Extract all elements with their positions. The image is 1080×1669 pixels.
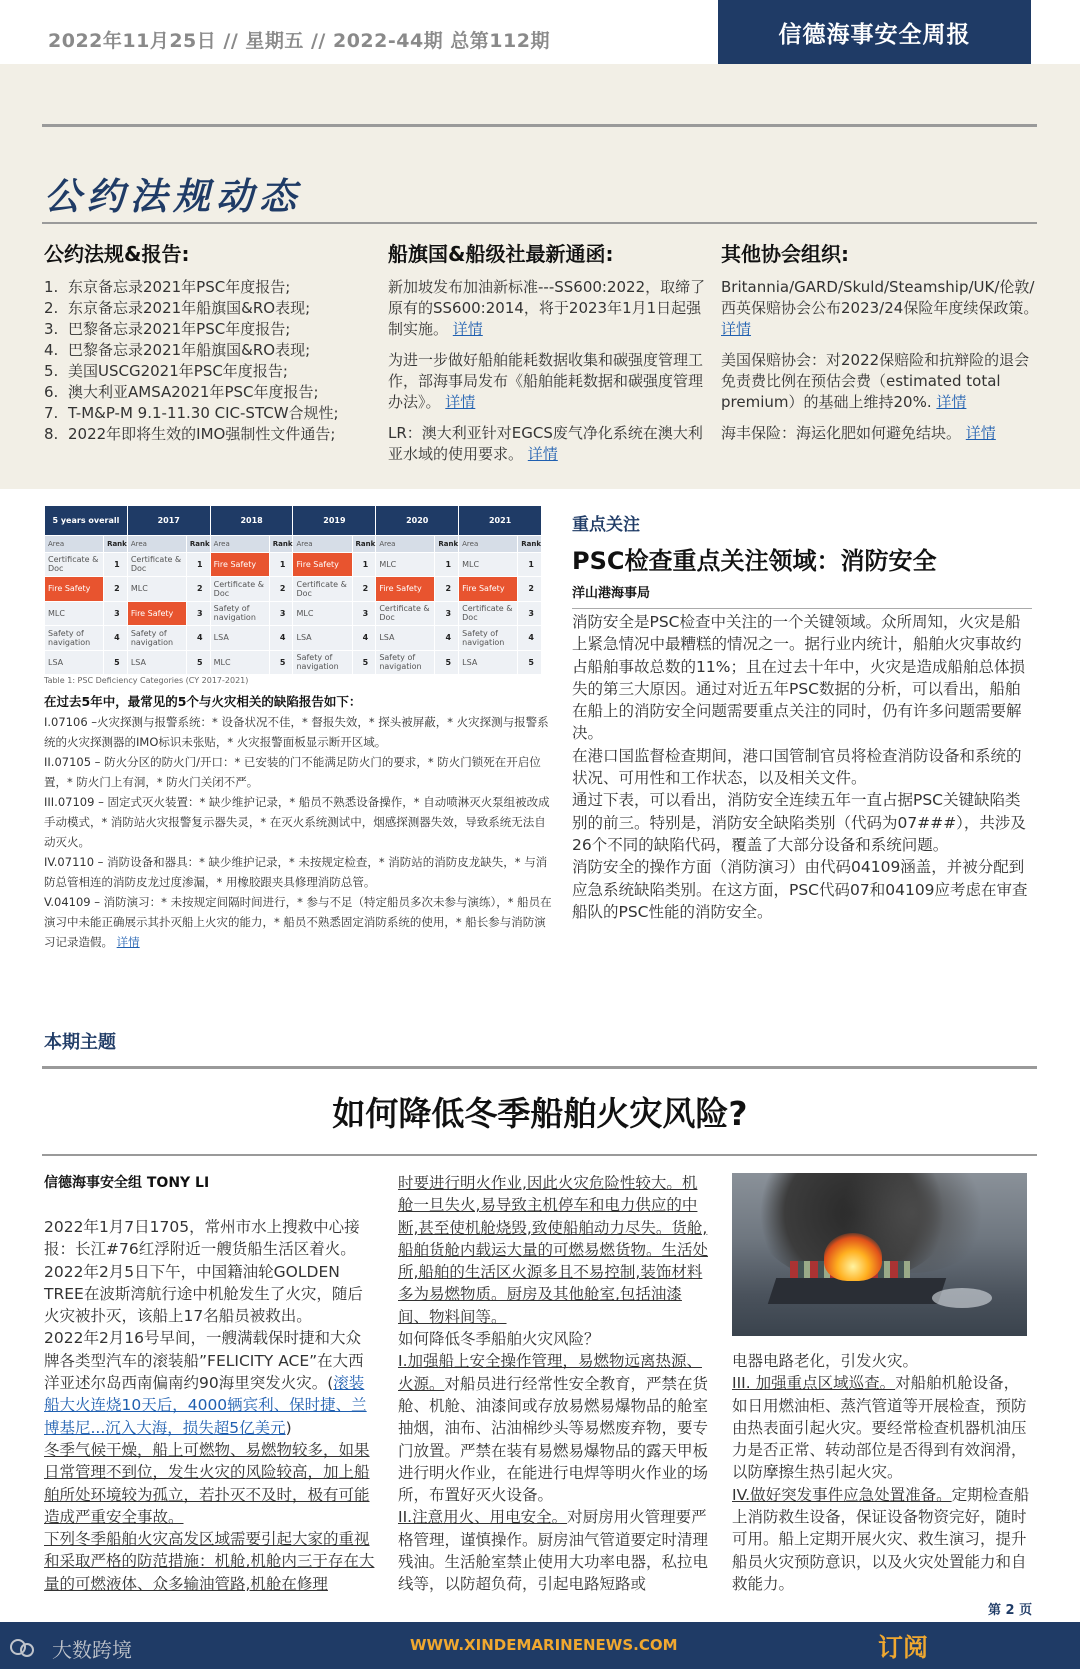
- news-item: 美国保赔协会：对2022保赔险和抗辩险的退会免责费比例在预估会费（estimated total premium）的基础上维持20%. 详情: [721, 351, 1030, 411]
- associations-paragraphs: [721, 277, 1041, 444]
- table-subheader: Area: [376, 535, 435, 552]
- news-item: Britannia/GARD/Skuld/Steamship/UK/伦敦/西英保赔协会公布2023/24保险年度续保政策。 详情: [721, 278, 1039, 338]
- table-cell-area: MLC: [293, 601, 352, 625]
- table-cell-area: LSA: [127, 650, 186, 675]
- news-item: 海丰保险：海运化肥如何避免结块。 详情: [721, 424, 996, 442]
- regulation-item[interactable]: 2. 东京备忘录2021年船旗国&RO表现;: [44, 299, 311, 317]
- table-header: 2018: [210, 506, 293, 536]
- deficiency-items: [44, 712, 554, 952]
- article-paragraph: III. 加强重点区域巡查。对船舶机舱设备，如日用燃油柜、蒸汽管道等开展检查，预防由热表面引起火灾。要经常检查机器机油压力是否正常、转动部位是否得到有效润滑，以防摩擦生热引起火灾。: [732, 1374, 1027, 1482]
- table-subheader: Area: [45, 535, 104, 552]
- article-paragraph: II.注意用火、用电安全。对厨房用火管理要严格管理，谨慎操作。厨房油气管道要定时清理残油。生活舱室禁止使用大功率电器，私拉电线等，以防超负荷，引起电路短路或: [398, 1508, 709, 1594]
- table-row: [45, 577, 542, 601]
- table-cell-rank: 3: [518, 601, 542, 625]
- table-cell-area: LSA: [45, 650, 104, 675]
- table-cell-area: Certificate & Doc: [459, 601, 518, 625]
- table-subheader: Rank: [435, 535, 459, 552]
- table-cell-rank: 2: [518, 577, 542, 601]
- article-paragraph: 电器电路老化，引发火灾。: [732, 1352, 919, 1370]
- ship-fire-photo: [732, 1173, 1027, 1336]
- regulations-column: [44, 244, 364, 445]
- table-cell-rank: 5: [352, 650, 376, 675]
- deficiency-item: I.07106 –火灾探测与报警系统：* 设备状况不佳，* 督报失效，* 探头被屏蔽，* 火灾探测与报警系统的火灾探测器的IMO标识未张贴，* 火灾报警面板显示断开区域。: [44, 715, 549, 749]
- table-cell-rank: 1: [186, 552, 210, 576]
- table-cell-area: Fire Safety: [376, 577, 435, 601]
- regulation-item[interactable]: 1. 东京备忘录2021年PSC年度报告;: [44, 278, 291, 296]
- deficiency-item: IV.07110 – 消防设备和器具：* 缺少维护记录，* 未按规定检查，* 消防站的消防皮龙缺失，* 与消防总管相连的消防皮龙过度渗漏，* 用橡胶跟夹具修理消防总管。: [44, 855, 548, 889]
- theme-rule-top: [42, 1066, 1037, 1069]
- table-cell-rank: 2: [435, 577, 459, 601]
- article-paragraph: 2022年1月7日1705，常州市水上搜救中心接报：长江#76红浮附近一艘货船生活区着火。: [44, 1218, 360, 1259]
- table-cell-area: MLC: [210, 650, 269, 675]
- focus-paragraph: 消防安全是PSC检查中关注的一个关键领域。众所周知，火灾是船上紧急情况中最糟糕的情况之一。据行业内统计，船舶火灾事故约占船舶事故总数的11%；且在过去十年中，火灾是造成船舶总体损失的第三大原因。通过对近五年PSC数据的分析，可以看出，船舶在船上的消防安全问题需要重点关注的同时，仍有许多问题需要解决。: [572, 613, 1025, 743]
- table-cell-area: MLC: [459, 552, 518, 576]
- section-rule-bottom: [42, 222, 1037, 224]
- subscribe-button[interactable]: 订阅: [878, 1633, 929, 1662]
- table-cell-area: Safety of navigation: [127, 626, 186, 650]
- table-row: [45, 552, 542, 576]
- flag-class-heading: 船旗国&船级社最新通函:: [388, 242, 614, 266]
- table-subheader: Rank: [352, 535, 376, 552]
- table-cell-rank: 4: [352, 626, 376, 650]
- article-column-2: [398, 1172, 710, 1596]
- regulation-item[interactable]: 5. 美国USCG2021年PSC年度报告;: [44, 362, 288, 380]
- table-cell-rank: 4: [518, 626, 542, 650]
- article-question: 如何降低冬季船舶火灾风险？: [398, 1330, 600, 1349]
- detail-link[interactable]: 详情: [965, 424, 996, 442]
- table-cell-area: LSA: [210, 626, 269, 650]
- deficiency-item: II.07105 – 防火分区的防火门/开口：* 已安装的门不能满足防火门的要求，* 防火门锁死在开启位置，* 防火门上有洞，* 防火门关闭不严。: [44, 755, 541, 789]
- article-author: 信德海事安全组 TONY LI: [44, 1175, 210, 1191]
- deficiency-item: III.07109 – 固定式灭火装置：* 缺少维护记录，* 船员不熟悉设备操作，* 自动喷淋灭火泵组被改成手动模式，* 消防站火灾报警复示器失灵，* 在灭火系统测试中，烟感探测器失效，导致系统无法自动灭火。: [44, 795, 550, 849]
- focus-paragraph: 在港口国监督检查期间，港口国管制官员将检查消防设备和系统的状况、可用性和工作状态，以及相关文件。: [572, 746, 1022, 788]
- table-cell-area: MLC: [376, 552, 435, 576]
- section-rule-top: [42, 124, 1037, 127]
- table-cell-rank: 3: [435, 601, 459, 625]
- table-cell-area: Certificate & Doc: [210, 577, 269, 601]
- table-cell-area: Safety of navigation: [293, 650, 352, 675]
- deficiency-list: [44, 692, 554, 952]
- table-cell-area: Fire Safety: [293, 552, 352, 576]
- table-cell-area: Safety of navigation: [459, 626, 518, 650]
- table-row: [45, 601, 542, 625]
- table-cell-rank: 1: [518, 552, 542, 576]
- table-cell-rank: 4: [186, 626, 210, 650]
- watermark: 大数跨境: [8, 1634, 132, 1663]
- table-header: 2019: [293, 506, 376, 536]
- flag-class-column: [388, 244, 708, 475]
- table-cell-area: Fire Safety: [459, 577, 518, 601]
- article-title: 如何降低冬季船舶火灾风险?: [332, 1094, 748, 1133]
- associations-heading: 其他协会组织:: [721, 242, 849, 266]
- table-cell-rank: 5: [518, 650, 542, 675]
- table-subheader: Area: [127, 535, 186, 552]
- detail-link[interactable]: 详情: [527, 445, 558, 463]
- regulation-item[interactable]: 3. 巴黎备忘录2021年PSC年度报告;: [44, 320, 291, 338]
- table-cell-area: Safety of navigation: [45, 626, 104, 650]
- regulation-item[interactable]: 6. 澳大利亚AMSA2021年PSC年度报告;: [44, 383, 319, 401]
- article-subheading: IV.做好突发事件应急处置准备。: [732, 1485, 952, 1504]
- table-cell-rank: 1: [352, 552, 376, 576]
- page-number: 第 2 页: [988, 1603, 1033, 1618]
- table-header: 2017: [127, 506, 210, 536]
- article-subheading: II.注意用火、用电安全。: [398, 1508, 568, 1527]
- table-row: [45, 650, 542, 675]
- regulations-list: [44, 277, 364, 445]
- table-caption: Table 1: PSC Deficiency Categories (CY 2017-2021): [44, 676, 249, 685]
- table-cell-rank: 4: [435, 626, 459, 650]
- table-cell-rank: 4: [269, 626, 293, 650]
- table-cell-rank: 5: [435, 650, 459, 675]
- focus-body: [572, 608, 1032, 923]
- table-cell-rank: 3: [269, 601, 293, 625]
- article-paragraph: 2022年2月16号早间，一艘满载保时捷和大众牌各类型汽车的滚装船”FELICITY ACE”在大西洋亚述尔岛西南偏南约90海里突发火灾。(滚装船大火连烧10天后，4000辆宾利、保时捷、兰博基尼...沉入大海，损失超5亿美元): [44, 1329, 367, 1437]
- table-cell-rank: 2: [352, 577, 376, 601]
- table-cell-rank: 1: [104, 552, 128, 576]
- article-paragraph: 下列冬季船舶火灾高发区域需要引起大家的重视和采取严格的防范措施：机舱,机舱内三于存在大量的可燃液体、众多输油管路,机舱在修理: [44, 1530, 375, 1593]
- table-cell-rank: 5: [186, 650, 210, 675]
- table-cell-area: MLC: [45, 601, 104, 625]
- table-subheader: Area: [459, 535, 518, 552]
- article-subheading: I.加强船上安全操作管理，易燃物远离热源、火源。: [398, 1352, 702, 1393]
- article-subheading: III. 加强重点区域巡查。: [732, 1374, 896, 1393]
- article-paragraph: 冬季气候干燥，船上可燃物、易燃物较多，如果日常管理不到位，发生火灾的风险较高，加上船舶所处环境较为孤立，若扑灭不及时，极有可能造成严重安全事故。: [44, 1440, 370, 1526]
- table-cell-area: Fire Safety: [210, 552, 269, 576]
- table-row: [45, 626, 542, 650]
- table-cell-area: LSA: [459, 650, 518, 675]
- table-cell-area: Certificate & Doc: [376, 601, 435, 625]
- detail-link[interactable]: 详情: [936, 393, 967, 411]
- table-subheader: Rank: [518, 535, 542, 552]
- detail-link[interactable]: 详情: [721, 320, 752, 338]
- table-subheader: Rank: [269, 535, 293, 552]
- article-paragraph: I.加强船上安全操作管理，易燃物远离热源、火源。对船员进行经常性安全教育，严禁在货舱、机舱、油漆间或存放易燃易爆物品的舱室抽烟，油布、沾油棉纱头等易燃废弃物，要专门放置。严禁在装有易燃易爆物品的露天甲板进行明火作业，在能进行电焊等明火作业的场所，布置好灭火设备。: [398, 1352, 709, 1505]
- psc-deficiency-table: [44, 505, 542, 675]
- focus-label: 重点关注: [572, 515, 640, 535]
- news-item: 为进一步做好船舶能耗数据收集和碳强度管理工作，部海事局发布《船舶能耗数据和碳强度管理办法》。 详情: [388, 351, 704, 411]
- table-subheader: Area: [293, 535, 352, 552]
- table-subheader: Area: [210, 535, 269, 552]
- flag-class-paragraphs: [388, 277, 708, 465]
- website-link[interactable]: WWW.XINDEMARINENEWS.COM: [410, 1636, 678, 1654]
- table-cell-area: Certificate & Doc: [127, 552, 186, 576]
- table-subheader: Rank: [186, 535, 210, 552]
- table-cell-area: Certificate & Doc: [45, 552, 104, 576]
- detail-link[interactable]: 详情: [445, 393, 476, 411]
- regulations-heading: 公约法规&报告:: [44, 242, 190, 266]
- watermark-logo-icon: [8, 1635, 48, 1663]
- table-subheader: Rank: [104, 535, 128, 552]
- table-cell-area: Fire Safety: [127, 601, 186, 625]
- table-cell-rank: 3: [186, 601, 210, 625]
- focus-paragraph: 通过下表，可以看出，消防安全连续五年一直占据PSC关键缺陷类别的前三。特别是，消防安全缺陷类别（代码为07###），共涉及26个不同的缺陷代码，覆盖了大部分设备和系统问题。: [572, 791, 1026, 854]
- article-paragraph: 时要进行明火作业,因此火灾危险性较大。机舱一旦失火,易导致主机停车和电力供应的中断,甚至使机舱烧毁,致使船舶动力尽失。货舱,船舶货舱内载运大量的可燃易燃货物。生活处所,船舶的生活区火源多且不易控制,装饰材料多为易燃物质。厨房及其他舱室,包括油漆间、物料间等。: [398, 1174, 709, 1326]
- focus-title: PSC检查重点关注领域：消防安全: [572, 547, 937, 575]
- regulation-item[interactable]: 7. T-M&P-M 9.1-11.30 CIC-STCW合规性;: [44, 404, 339, 422]
- table-cell-rank: 4: [104, 626, 128, 650]
- publication-title: 信德海事安全周报: [718, 0, 1031, 64]
- table-cell-area: Certificate & Doc: [293, 577, 352, 601]
- table-cell-area: MLC: [127, 577, 186, 601]
- theme-rule-bottom: [42, 1154, 1037, 1156]
- detail-link[interactable]: 详情: [452, 320, 483, 338]
- associations-column: [721, 244, 1041, 454]
- table-cell-rank: 2: [269, 577, 293, 601]
- table-cell-rank: 3: [104, 601, 128, 625]
- deficiency-intro: 在过去5年中，最常见的5个与火灾相关的缺陷报告如下：: [44, 694, 362, 709]
- news-item: LR：澳大利亚针对EGCS废气净化系统在澳大利亚水域的使用要求。 详情: [388, 424, 703, 463]
- table-cell-area: Fire Safety: [45, 577, 104, 601]
- table-header: 5 years overall: [45, 506, 128, 536]
- focus-paragraph: 消防安全的操作方面（消防演习）由代码04109涵盖，并被分配到应急系统缺陷类别。在这方面，PSC代码07和04109应考虑在审查船队的PSC性能的消防安全。: [572, 858, 1028, 921]
- regulation-item[interactable]: 8. 2022年即将生效的IMO强制性文件通告;: [44, 425, 336, 443]
- felicity-ace-link[interactable]: 滚装船大火连烧10天后，4000辆宾利、保时捷、兰博基尼...沉入大海，损失超5亿美元: [44, 1374, 367, 1437]
- table-cell-rank: 2: [186, 577, 210, 601]
- news-item: 新加坡发布加油新标准---SS600:2022，取缔了原有的SS600:2014，将于2023年1月1日起强制实施。 详情: [388, 278, 706, 338]
- table-cell-rank: 1: [269, 552, 293, 576]
- section-title: 公约法规动态: [44, 174, 302, 218]
- detail-link[interactable]: 详情: [116, 935, 140, 949]
- focus-source: 洋山港海事局: [572, 586, 651, 601]
- table-cell-rank: 3: [352, 601, 376, 625]
- article-column-3: [732, 1350, 1032, 1595]
- table-header: 2021: [459, 506, 542, 536]
- issue-date-line: 2022年11月25日 // 星期五 // 2022-44期 总第112期: [48, 30, 550, 52]
- theme-label: 本期主题: [44, 1032, 116, 1053]
- table-cell-area: Safety of navigation: [210, 601, 269, 625]
- table-cell-rank: 5: [104, 650, 128, 675]
- article-column-1: [44, 1216, 376, 1595]
- table-cell-area: Safety of navigation: [376, 650, 435, 675]
- table-cell-rank: 1: [435, 552, 459, 576]
- table-header: 2020: [376, 506, 459, 536]
- table-cell-rank: 5: [269, 650, 293, 675]
- table-cell-rank: 2: [104, 577, 128, 601]
- deficiency-item: V.04109 – 消防演习：* 未按规定间隔时间进行，* 参与不足（特定船员多次未参与演练），* 船员在演习中未能正确展示其扑灭船上火灾的能力，* 船员不熟悉固定消防系统的使用，* 船长参与消防演习记录造假。 详情: [44, 895, 552, 949]
- article-paragraph: 2022年2月5日下午，中国籍油轮GOLDEN TREE在波斯湾航行途中机舱发生了火灾，随后火灾被扑灭，该船上17名船员被救出。: [44, 1262, 363, 1326]
- table-cell-area: LSA: [293, 626, 352, 650]
- article-paragraph: IV.做好突发事件应急处置准备。定期检查船上消防救生设备，保证设备物资完好，随时可用。船上定期开展火灾、救生演习，提升船员火灾预防意识，以及火灾处置能力和自救能力。: [732, 1485, 1030, 1593]
- table-cell-area: LSA: [376, 626, 435, 650]
- regulation-item[interactable]: 4. 巴黎备忘录2021年船旗国&RO表现;: [44, 341, 311, 359]
